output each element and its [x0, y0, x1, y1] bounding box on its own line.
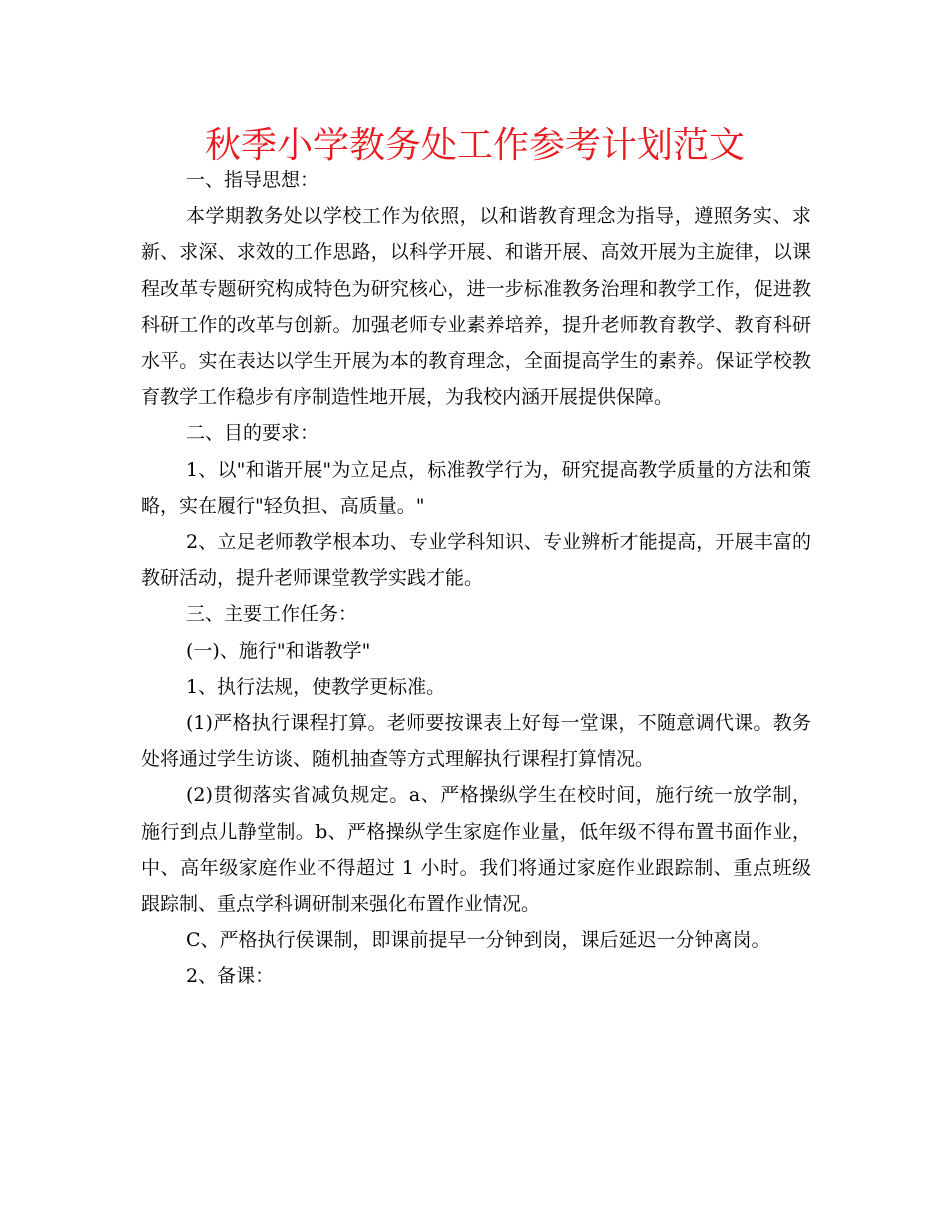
paragraph-goal-2: 2、立足老师教学根本功、专业学科知识、专业辨析才能提高，开展丰富的教研活动，提升老师课堂教学实践才能。	[141, 531, 811, 590]
item-heading-lesson-prep: 2、备课：	[186, 965, 275, 988]
section-heading-goals: 二、目的要求：	[186, 422, 320, 445]
paragraph-class-waiting: C、严格执行侯课制，即课前提早一分钟到岗，课后延迟一分钟离岗。	[186, 929, 771, 952]
paragraph-guiding-ideology: 本学期教务处以学校工作为依照，以和谐教育理念为指导，遵照务实、求新、求深、求效的工作思路，以科学开展、和谐开展、高效开展为主旋律，以课程改革专题研究构成特色为研究核心，进一步标准教务治理和教学工作，促进教科研工作的改革与创新。加强老师专业素养培养，提升老师教育教学、教育科研水平。实在表达以学生开展为本的教育理念，全面提高学生的素养。保证学校教育教学工作稳步有序制造性地开展，为我校内涵开展提供保障。	[141, 205, 811, 409]
paragraph-burden-reduction: (2)贯彻落实省减负规定。a、严格操纵学生在校时间，施行统一放学制，施行到点儿静堂制。b、严格操纵学生家庭作业量，低年级不得布置书面作业，中、高年级家庭作业不得超过 1 小时。我们将通过家庭作业跟踪制、重点班级跟踪制、重点学科调研制来强化布置作业情况。	[141, 784, 811, 916]
document-title: 秋季小学教务处工作参考计划范文	[204, 125, 745, 166]
paragraph-course-plan: (1)严格执行课程打算。老师要按课表上好每一堂课，不随意调代课。教务处将通过学生访谈、随机抽查等方式理解执行课程打算情况。	[141, 712, 811, 771]
subsection-heading-harmonious-teaching: (一)、施行"和谐教学"	[186, 639, 371, 662]
section-heading-main-tasks: 三、主要工作任务：	[186, 603, 358, 626]
section-heading-guiding-ideology: 一、指导思想：	[186, 169, 320, 191]
paragraph-goal-1: 1、以"和谐开展"为立足点，标准教学行为，研究提高教学质量的方法和策略，实在履行"轻负担、高质量。"	[141, 458, 811, 517]
document-body	[141, 162, 811, 995]
item-heading-enforce-regulations: 1、执行法规，使教学更标准。	[186, 675, 446, 698]
